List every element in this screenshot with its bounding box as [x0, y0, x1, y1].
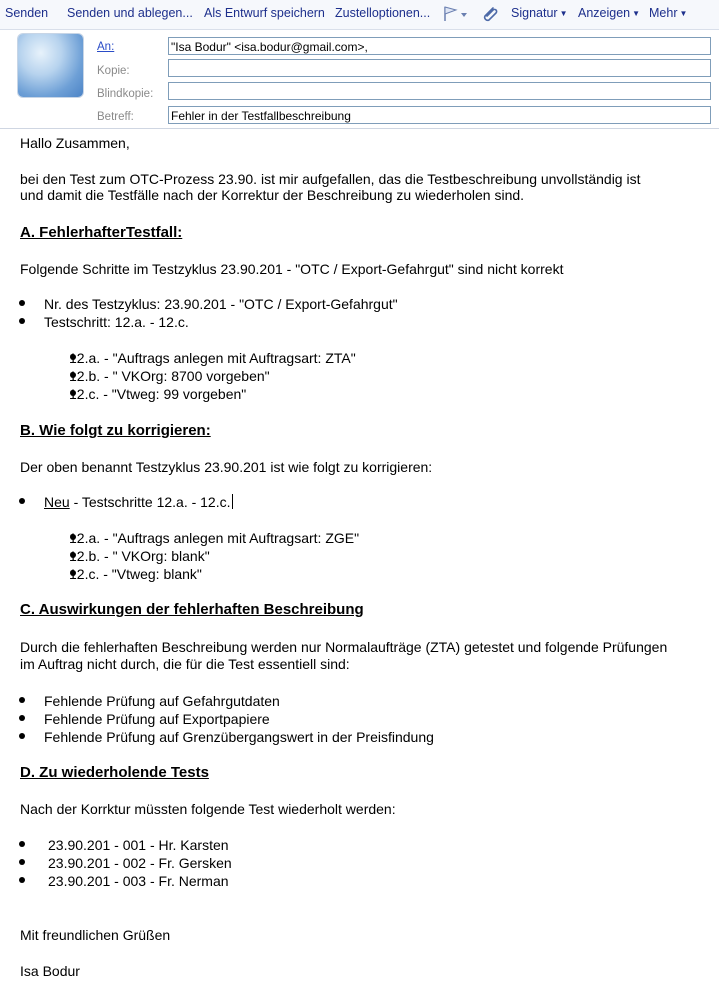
signature-text: Isa Bodur: [20, 963, 80, 979]
list-item: 23.90.201 - 003 - Fr. Nerman: [48, 873, 229, 889]
bullet: [19, 733, 25, 739]
sub-list-item: 12.a. - "Auftrags anlegen mit Auftragsart: ZGE": [69, 530, 360, 546]
bullet: [19, 318, 25, 324]
list-item: 23.90.201 - 002 - Fr. Gersken: [48, 855, 232, 871]
flag-icon[interactable]: [442, 5, 470, 28]
new-item-text: - Testschritte 12.a. - 12.c.: [69, 494, 231, 510]
signature-menu[interactable]: [511, 6, 567, 20]
bcc-label: Blindkopie:: [97, 88, 154, 100]
sub-list-item: 12.c. - "Vtweg: blank": [69, 566, 202, 582]
bullet: [19, 715, 25, 721]
section-b-text: Der oben benannt Testzyklus 23.90.201 ist wie folgt zu korrigieren:: [20, 459, 433, 475]
section-a-text: Folgende Schritte im Testzyklus 23.90.201 - "OTC / Export-Gefahrgut" sind nicht korrekt: [20, 261, 564, 277]
view-label: Anzeigen: [578, 6, 631, 20]
save-draft-button[interactable]: Als Entwurf speichern: [204, 6, 325, 20]
closing-text: Mit freundlichen Grüßen: [20, 927, 171, 943]
list-item: Testschritt: 12.a. - 12.c.: [44, 314, 189, 330]
section-b-heading: B. Wie folgt zu korrigieren:: [20, 422, 211, 439]
section-c-text-1: Durch die fehlerhaften Beschreibung werden nur Normalaufträge (ZTA) getestet und folgende Prüfungen: [20, 639, 668, 655]
cc-field[interactable]: [168, 59, 711, 77]
bullet: [19, 841, 25, 847]
delivery-options-button[interactable]: Zustelloptionen...: [335, 6, 431, 20]
to-field[interactable]: "Isa Bodur" <isa.bodur@gmail.com>,: [168, 37, 711, 55]
list-item: Nr. des Testzyklus: 23.90.201 - "OTC / Export-Gefahrgut": [44, 296, 398, 312]
more-label: Mehr: [649, 6, 678, 20]
list-item: Fehlende Prüfung auf Gefahrgutdaten: [44, 693, 280, 709]
bullet: [19, 697, 25, 703]
compose-toolbar: [0, 0, 719, 30]
new-keyword: Neu: [44, 494, 70, 510]
subject-field[interactable]: Fehler in der Testfallbeschreibung: [168, 106, 711, 124]
bullet: [19, 498, 25, 504]
sender-photo: [18, 34, 83, 97]
sub-list-item: 12.b. - " VKOrg: 8700 vorgeben": [69, 368, 270, 384]
section-c-heading: C. Auswirkungen der fehlerhaften Beschreibung: [20, 601, 364, 618]
section-d-text: Nach der Korrktur müssten folgende Test wiederholt werden:: [20, 801, 396, 817]
list-item: [44, 493, 233, 511]
bcc-field[interactable]: [168, 82, 711, 100]
sub-list-item: 12.c. - "Vtweg: 99 vorgeben": [69, 386, 247, 402]
intro-line-1: bei den Test zum OTC-Prozess 23.90. ist mir aufgefallen, das die Testbeschreibung unvollständig ist: [20, 171, 641, 187]
intro-line-2: und damit die Testfälle nach der Korrektur der Beschreibung zu wiederholen sind.: [20, 187, 525, 203]
bullet: [19, 877, 25, 883]
send-button[interactable]: Senden: [5, 6, 49, 20]
list-item: Fehlende Prüfung auf Exportpapiere: [44, 711, 270, 727]
sub-list-item: 12.b. - " VKOrg: blank": [69, 548, 210, 564]
chevron-down-icon: ▼: [679, 9, 688, 18]
paperclip-icon[interactable]: [480, 5, 500, 28]
section-c-text-2: im Auftrag nicht durch, die für die Test essentiell sind:: [20, 656, 350, 672]
bullet: [19, 859, 25, 865]
chevron-down-icon: ▼: [559, 9, 568, 18]
to-label[interactable]: An:: [97, 41, 115, 53]
list-item: 23.90.201 - 001 - Hr. Karsten: [48, 837, 229, 853]
signature-label: Signatur: [511, 6, 558, 20]
text-cursor: [232, 494, 233, 509]
subject-label: Betreff:: [97, 111, 134, 123]
more-menu[interactable]: [649, 6, 687, 20]
view-menu[interactable]: [578, 6, 640, 20]
list-item: Fehlende Prüfung auf Grenzübergangswert in der Preisfindung: [44, 729, 434, 745]
cc-label: Kopie:: [97, 65, 130, 77]
greeting-text: Hallo Zusammen,: [20, 135, 130, 151]
bullet: [19, 300, 25, 306]
send-and-file-button[interactable]: Senden und ablegen...: [67, 6, 193, 20]
message-header: [0, 30, 719, 129]
sub-list-item: 12.a. - "Auftrags anlegen mit Auftragsart: ZTA": [69, 350, 356, 366]
chevron-down-icon: ▼: [632, 9, 641, 18]
section-d-heading: D. Zu wiederholende Tests: [20, 764, 209, 781]
section-a-heading: A. FehlerhafterTestfall:: [20, 224, 183, 241]
